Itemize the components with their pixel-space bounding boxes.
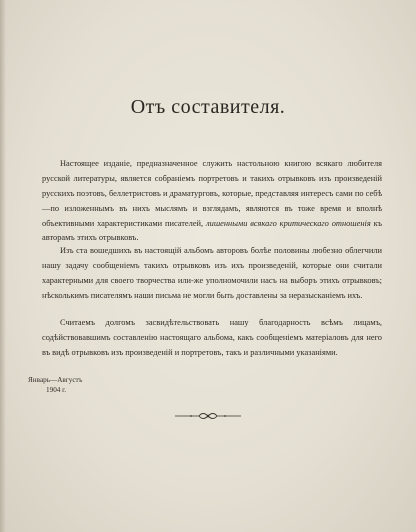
signature-date <box>28 375 82 395</box>
page-title: Отъ составителя. <box>130 96 286 118</box>
paragraph-thanks: Считаемъ долгомъ засвидѣтельствовать нашу благодарность всѣмъ лицамъ, содѣйствовавшимъ составленію настоящаго альбома, какъ сообщеніемъ матеріаловъ для него въ видѣ отрывковъ изъ произведеній и портретовъ, такъ и различными указаніями. <box>42 318 382 357</box>
signature-year: 1904 г. <box>46 386 67 394</box>
paragraph-intro-text: Настоящее изданіе, предназначенное служить настольною книгою всякаго любителя русской литературы, является собраніемъ портретовъ и такихъ отрывковъ изъ произведеній русскихъ поэтовъ, беллетристовъ и драматурговъ, которые, представляя интересъ сами по себѣ—по изложеннымъ въ нихъ мыслямъ и взглядамъ, являются въ тоже время и вполнѣ объективными характеристиками писателей, <box>42 159 382 228</box>
paragraph-intro-end: къ авторамъ этихъ отрывковъ. <box>42 218 382 243</box>
paragraph-intro-emphasis: лишенными всякаго критическаго отношенія <box>206 218 371 228</box>
page-edge-shadow <box>0 0 6 532</box>
paragraph-authors: Изъ ста вошедшихъ въ настоящій альбомъ авторовъ болѣе половины любезно облегчили нашу задачу сообщеніемъ такихъ отрывковъ изъ ихъ произведеній, которые они считали характерными для своего творчества или-же уполномочили насъ на выборъ этихъ отрывковъ; нѣсколькимъ писателямъ наши письма не могли быть доставлены за неразысканіемъ ихъ. <box>42 246 382 300</box>
ornament-divider <box>0 410 416 422</box>
signature-months: Январь—Августъ <box>28 376 83 384</box>
ornament-icon <box>173 410 243 422</box>
paragraph-intro <box>42 157 382 246</box>
